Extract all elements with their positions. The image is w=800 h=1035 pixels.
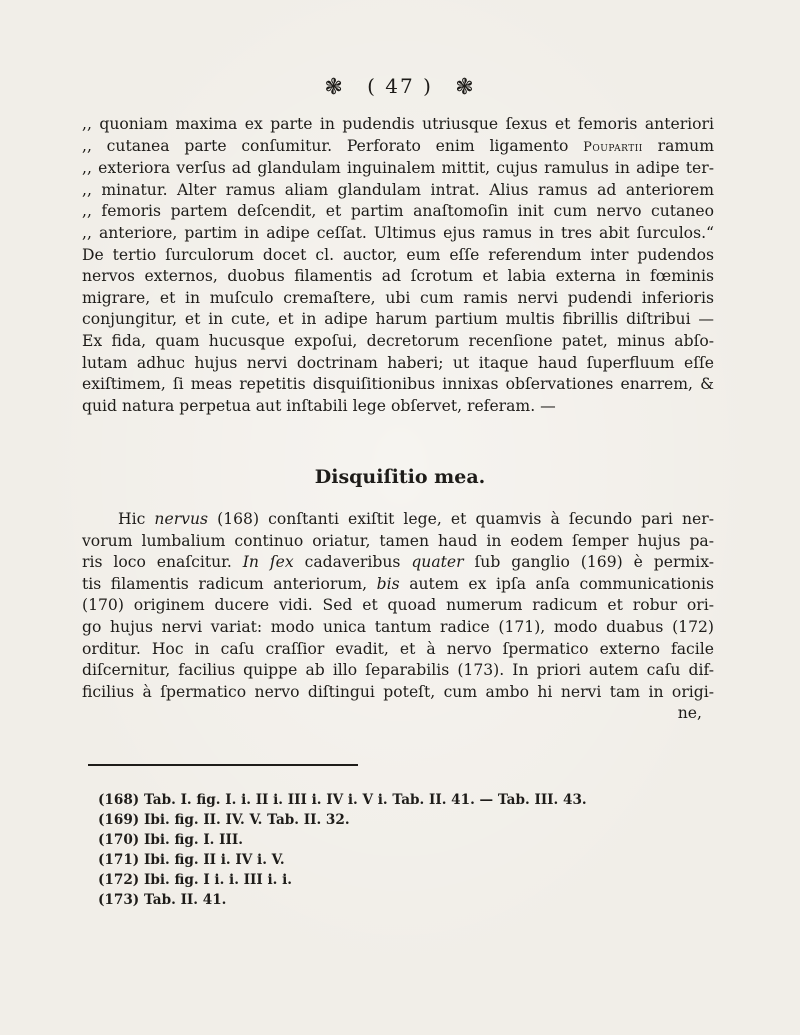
section-heading: Disquiſitio mea. — [314, 466, 486, 488]
text-line: exiſtimem, ſi meas repetitis disquiſitionibus innixas obſervationes enarrem, & — [82, 375, 714, 394]
footnote: (170) Ibi. fig. I. III. — [98, 832, 243, 848]
text-line: diſcernitur, facilius quippe ab illo ſeparabilis (173). In priori autem caſu dif- — [82, 661, 714, 680]
catchword: ne, — [677, 704, 702, 723]
text-line: nervos externos, duobus filamentis ad ſcrotum et labia externa in fœminis — [82, 267, 714, 286]
text-line: orditur. Hoc in caſu craſſior evadit, et à nervo ſpermatico externo facile — [82, 639, 714, 658]
text-line: ficilius à ſpermatico nervo diſtingui poteſt, cum ambo hi nervi tam in origi- — [82, 682, 714, 701]
right-ornament-icon: ❃ — [455, 75, 476, 100]
italic-term: In ſex — [242, 553, 294, 572]
text-line: Ex fida, quam hucusque expoſui, decretorum recenſione patet, minus abſo- — [82, 331, 714, 350]
text-line: quid natura perpetua aut inſtabili lege obſervet, referam. — — [82, 396, 556, 415]
text-line: lutam adhuc hujus nervi doctrinam haberi; ut itaque haud ſuperfluum eſſe — [82, 353, 714, 372]
text-segment: ,, cutanea parte conſumitur. Perforato enim ligamento — [82, 136, 569, 155]
italic-term: bis — [376, 574, 400, 593]
text-line: vorum lumbalium continuo oriatur, tamen haud in eodem ſemper hujus pa- — [82, 531, 714, 550]
text-segment: autem ex ipſa anſa communicationis — [399, 574, 714, 593]
text-segment: (168) conſtanti exiſtit lege, et quamvis à ſecundo pari ner- — [208, 510, 714, 528]
main-paragraph — [82, 509, 714, 725]
footnote: (169) Ibi. fig. II. IV. V. Tab. II. 32. — [98, 812, 350, 828]
text-line: migrare, et in muſculo cremaſtere, ubi cum ramis nervi pudendi inferioris — [82, 288, 714, 307]
text-segment: Hic — [118, 510, 155, 528]
text-line: go hujus nervi variat: modo unica tantum radice (171), modo duabus (172) — [82, 617, 714, 636]
text-segment: cadaveribus — [293, 553, 412, 572]
text-line — [82, 574, 714, 596]
smallcaps-name: Poupartii — [583, 139, 643, 155]
footnote: (168) Tab. I. fig. I. i. II i. III i. IV i. V i. Tab. II. 41. — Tab. III. 43. — [98, 792, 587, 808]
text-segment: tis filamentis radicum anteriorum, — [82, 574, 377, 593]
italic-term: quater — [411, 553, 464, 572]
text-line — [82, 509, 714, 531]
footnotes — [98, 790, 587, 910]
page-header — [0, 74, 800, 100]
text-line: ,, femoris partem deſcendit, et partim anaſtomoſin init cum nervo cutaneo — [82, 202, 714, 221]
text-line: conjungitur, et in cute, et in adipe harum partium multis fibrillis diſtribui — — [82, 310, 714, 329]
text-segment: ris loco enaſcitur. — [82, 553, 243, 572]
left-ornament-icon: ❃ — [324, 75, 345, 100]
text-segment: ramum — [657, 136, 714, 155]
text-line-with-smallcaps — [82, 136, 714, 159]
text-line: ,, minatur. Alter ramus aliam glandulam intrat. Alius ramus ad anteriorem — [82, 180, 714, 199]
footnote: (172) Ibi. fig. I i. i. III i. i. — [98, 872, 293, 888]
text-line: De tertio ſurculorum docet cl. auctor, eum eſſe referendum inter pudendos — [82, 245, 714, 264]
text-line: ,, quoniam maxima ex parte in pudendis utriusque ſexus et femoris anteriori — [82, 115, 714, 133]
footnote: (173) Tab. II. 41. — [98, 892, 227, 908]
text-line — [82, 552, 714, 574]
footnote: (171) Ibi. fig. II i. IV i. V. — [98, 852, 285, 868]
quoted-paragraph — [82, 114, 714, 417]
italic-term: nervus — [154, 510, 209, 528]
text-line: (170) originem ducere vidi. Sed et quoad numerum radicum et robur ori- — [82, 596, 714, 615]
page-number: ( 47 ) — [367, 74, 433, 98]
text-line: ,, anteriore, partim in adipe ceſſat. Ultimus ejus ramus in tres abit ſurculos.“ — [82, 223, 714, 242]
text-line: ,, exteriora verſus ad glandulam inguinalem mittit, cujus ramulus in adipe ter- — [82, 159, 714, 178]
text-segment: ſub ganglio (169) è permix- — [463, 553, 714, 572]
footnote-divider — [88, 764, 358, 766]
